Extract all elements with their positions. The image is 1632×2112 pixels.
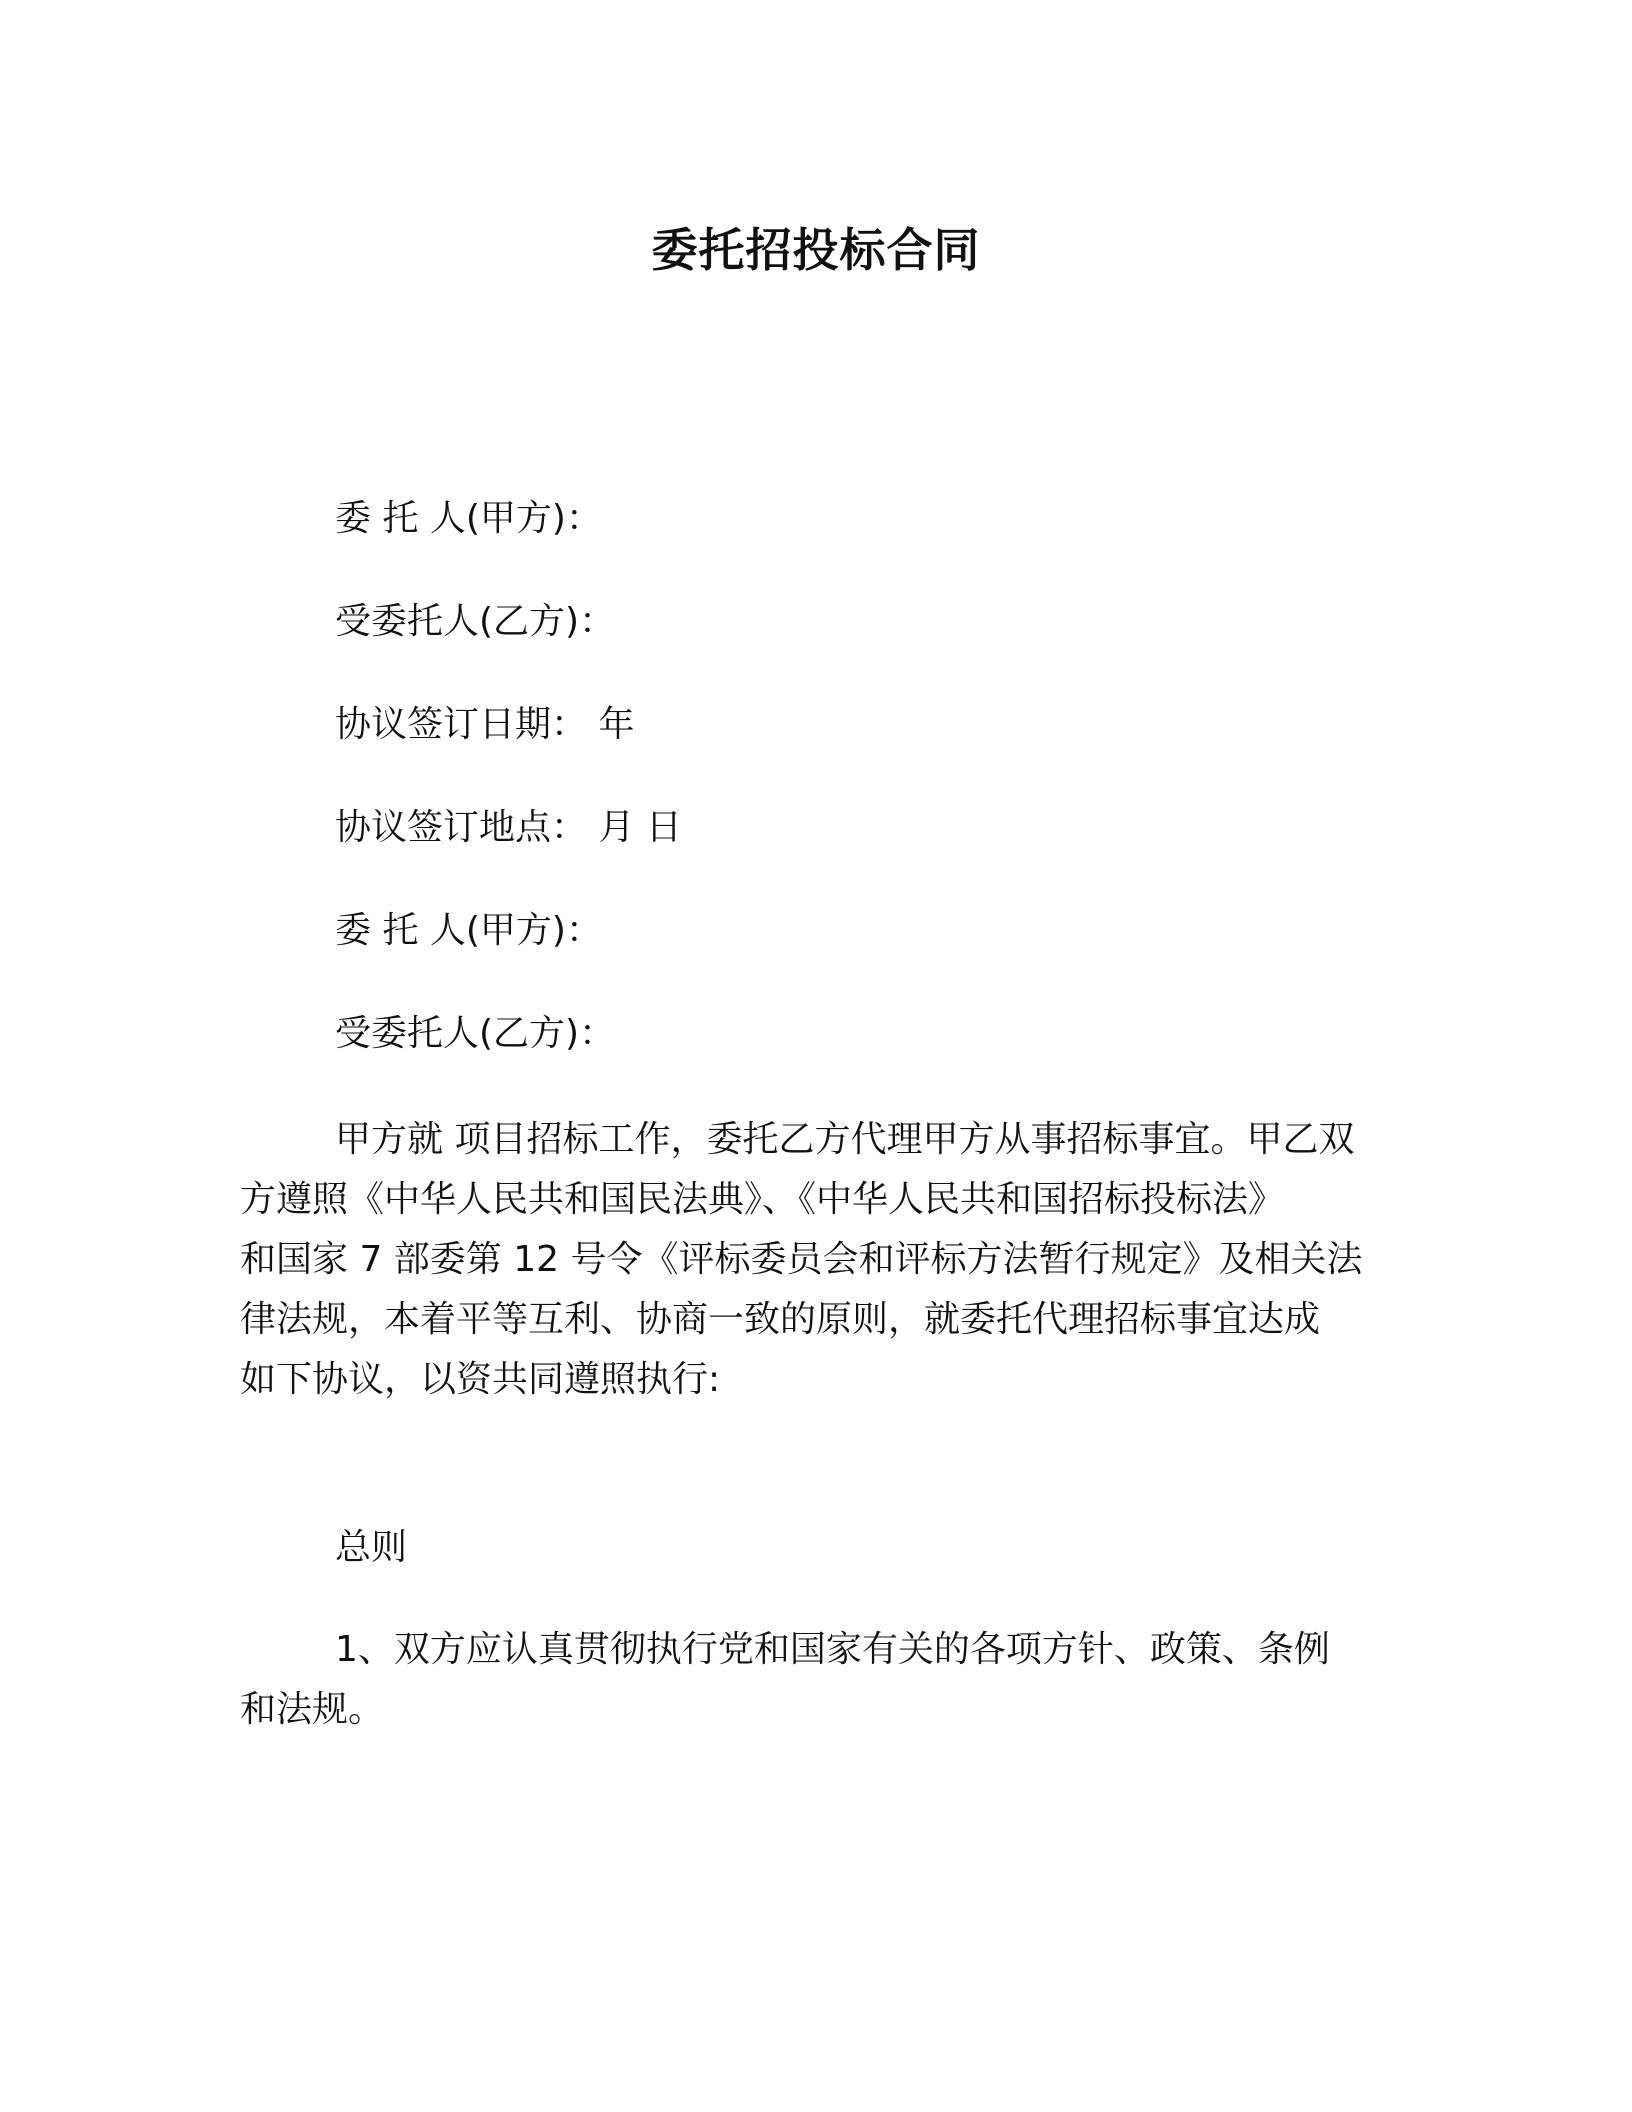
field-agent-party-b-repeat: 受委托人(乙方)：: [335, 1013, 616, 1054]
field-agent-party-b: 受委托人(乙方)：: [335, 601, 616, 642]
clause-1-line-1: 1、双方应认真贯彻执行党和国家有关的各项方针、政策、条例: [335, 1629, 1330, 1670]
document-title: 委托招投标合同: [651, 223, 981, 277]
field-signing-date: 协议签订日期： 年: [335, 704, 635, 745]
intro-line-5: 如下协议，以资共同遵照执行:: [240, 1359, 721, 1400]
clause-1-line-2: 和法规。: [240, 1689, 385, 1730]
intro-line-2: 方遵照《中华人民共和国民法典》、《中华人民共和国招标投标法》: [240, 1179, 1285, 1220]
intro-line-1: 甲方就 项目招标工作，委托乙方代理甲方从事招标事宜。甲乙双: [335, 1119, 1355, 1160]
intro-line-3: 和国家 7 部委第 12 号令《评标委员会和评标方法暂行规定》及相关法: [240, 1239, 1363, 1280]
clause-1-paragraph: [240, 1620, 1390, 1740]
section-heading-general: 总则: [335, 1527, 408, 1568]
field-client-party-a-repeat: 委 托 人(甲方)：: [335, 910, 602, 951]
intro-paragraph: [240, 1110, 1390, 1410]
field-signing-place: 协议签订地点： 月 日: [335, 807, 682, 848]
field-client-party-a: 委 托 人(甲方)：: [335, 498, 602, 539]
intro-line-4: 律法规，本着平等互利、协商一致的原则，就委托代理招标事宜达成: [240, 1299, 1321, 1340]
